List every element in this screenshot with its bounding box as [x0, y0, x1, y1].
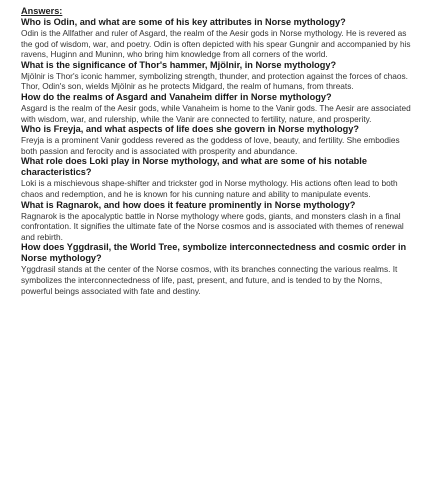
- answer: Loki is a mischievous shape-shifter and trickster god in Norse mythology. His actions often lead to both chaos and redemption, and he is known for his cunning nature and ability to manipulate events.: [21, 178, 398, 199]
- question: What is Ragnarok, and how does it feature prominently in Norse mythology?: [21, 199, 356, 210]
- question: How do the realms of Asgard and Vanaheim differ in Norse mythology?: [21, 91, 332, 102]
- question: What role does Loki play in Norse mythology, and what are some of his notable characteristics?: [21, 156, 367, 178]
- question: What is the significance of Thor's hammer, Mjölnir, in Norse mythology?: [21, 59, 337, 70]
- answers-heading: Answers:: [21, 6, 63, 16]
- qa-item-loki: [21, 156, 413, 199]
- answer: Odin is the Allfather and ruler of Asgard, the realm of the Aesir gods in Norse mythology. He is revered as the god of wisdom, war, and poetry. Odin is often depicted with his spear Gungnir and accompanied by his ravens, Huginn and Muninn, who bring him knowledge from all corners of the world.: [21, 28, 411, 60]
- qa-item-realms: [21, 92, 413, 124]
- document-page: [21, 6, 413, 296]
- qa-item-ragnarok: [21, 200, 413, 243]
- question: Who is Freyja, and what aspects of life does she govern in Norse mythology?: [21, 124, 359, 135]
- qa-item-mjolnir: [21, 60, 413, 92]
- qa-item-odin: [21, 17, 413, 60]
- question: How does Yggdrasil, the World Tree, symbolize interconnectedness and cosmic order in Norse mythology?: [21, 242, 407, 264]
- answer: Yggdrasil stands at the center of the Norse cosmos, with its branches connecting the various realms. It symbolizes the interconnectedness of life, past, present, and future, and is tended to by the Norns, powerful beings associated with fate and destiny.: [21, 264, 398, 296]
- answer: Asgard is the realm of the Aesir gods, while Vanaheim is home to the Vanir gods. The Aesir are associated with wisdom, war, and rulership, while the Vanir are connected to fertility, nature, and prosperity.: [21, 102, 411, 124]
- qa-item-freyja: [21, 124, 413, 156]
- answer: Freyja is a prominent Vanir goddess revered as the goddess of love, beauty, and fertility. She embodies both passion and ferocity and is associated with prosperity and abundance.: [21, 135, 400, 156]
- answer: Mjölnir is Thor's iconic hammer, symbolizing strength, thunder, and protection against the forces of chaos. Thor, Odin's son, wields Mjölnir as he protects Midgard, the realm of humans, from threats.: [21, 70, 408, 92]
- answer: Ragnarok is the apocalyptic battle in Norse mythology where gods, giants, and monsters clash in a final confrontation. It signifies the ultimate fate of the Norse cosmos and is associated with themes of renewal and rebirth.: [21, 210, 404, 242]
- qa-item-yggdrasil: [21, 242, 413, 296]
- question: Who is Odin, and what are some of his key attributes in Norse mythology?: [21, 17, 346, 27]
